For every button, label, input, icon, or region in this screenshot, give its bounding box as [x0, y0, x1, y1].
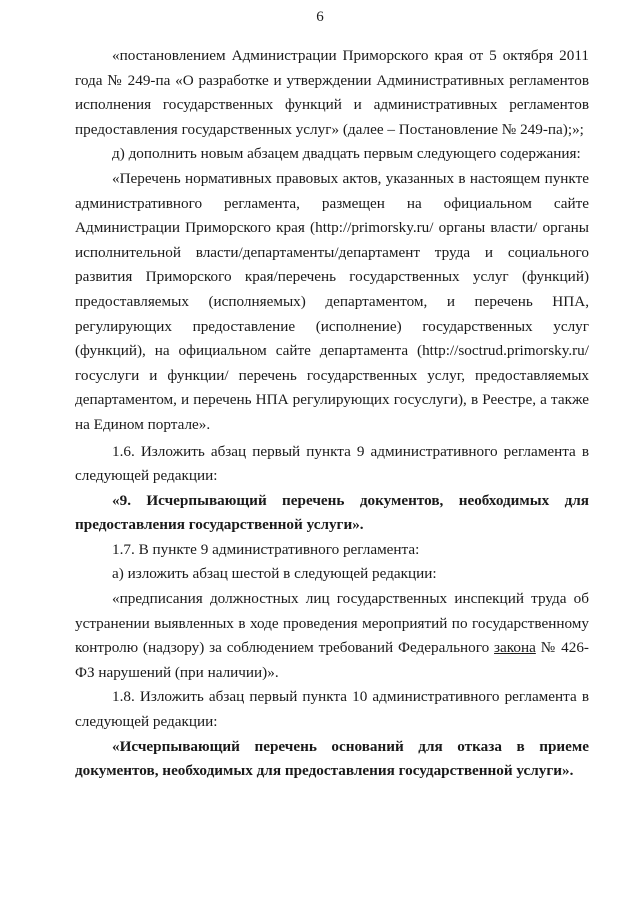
prescriptions-text-end: № 426-ФЗ нарушений (при наличии)».	[75, 639, 589, 681]
paragraph-item-1-8: 1.8. Изложить абзац первый пункта 10 административного регламента в следующей редакции:	[75, 688, 589, 731]
paragraph-subitem-a: а) изложить абзац шестой в следующей редакции:	[112, 565, 437, 583]
paragraph-npa-list: «Перечень нормативных правовых актов, указанных в настоящем пункте административного регламента, размещен на официальном сайте Администрации Приморского края (http://primorsky.ru/ органы власти/ органы исполнительной власти/департаменты/департамент труда и социального развития Приморского края/перечень государственных услуг (функций) предоставляемых (исполняемых) департаментом, и перечень НПА, регулирующих предоставление (исполнение) государственных услуг (функций), на официальном сайте департамента (http://soctrud.primorsky.ru/ госуслуги и функции/ перечень государственных услуг, предоставляемых департаментом, и перечень НПА регулирующих госуслуги), в Реестре, а также на Едином портале».	[75, 169, 589, 433]
document-body	[75, 44, 589, 784]
paragraph-resolution-reference: «постановлением Администрации Приморского края от 5 октября 2011 года № 249-па «О разработке и утверждении Административных регламентов исполнения государственных функций и административных регламентов предоставления государственных услуг» (далее – Постановление № 249-па);»;	[75, 47, 589, 138]
paragraph-item-10-title: «Исчерпывающий перечень оснований для отказа в приеме документов, необходимых для предоставления государственной услуги».	[75, 737, 589, 780]
page-number: 6	[316, 9, 324, 25]
prescriptions-text-start: «предписания должностных лиц государственных инспекций труда об устранении выявленных в ходе проведения мероприятий по государственному контролю (надзору) за соблюдением требований Федерального	[75, 590, 589, 657]
paragraph-add-subparagraph: д) дополнить новым абзацем двадцать первым следующего содержания:	[112, 145, 581, 163]
paragraph-item-1-6: 1.6. Изложить абзац первый пункта 9 административного регламента в следующей редакции:	[75, 442, 589, 485]
paragraph-item-1-7: 1.7. В пункте 9 административного регламента:	[112, 540, 420, 558]
law-link[interactable]: закона	[494, 639, 536, 657]
paragraph-prescriptions	[75, 587, 589, 685]
paragraph-item-9-title: «9. Исчерпывающий перечень документов, необходимых для предоставления государственной услуги».	[75, 491, 589, 534]
